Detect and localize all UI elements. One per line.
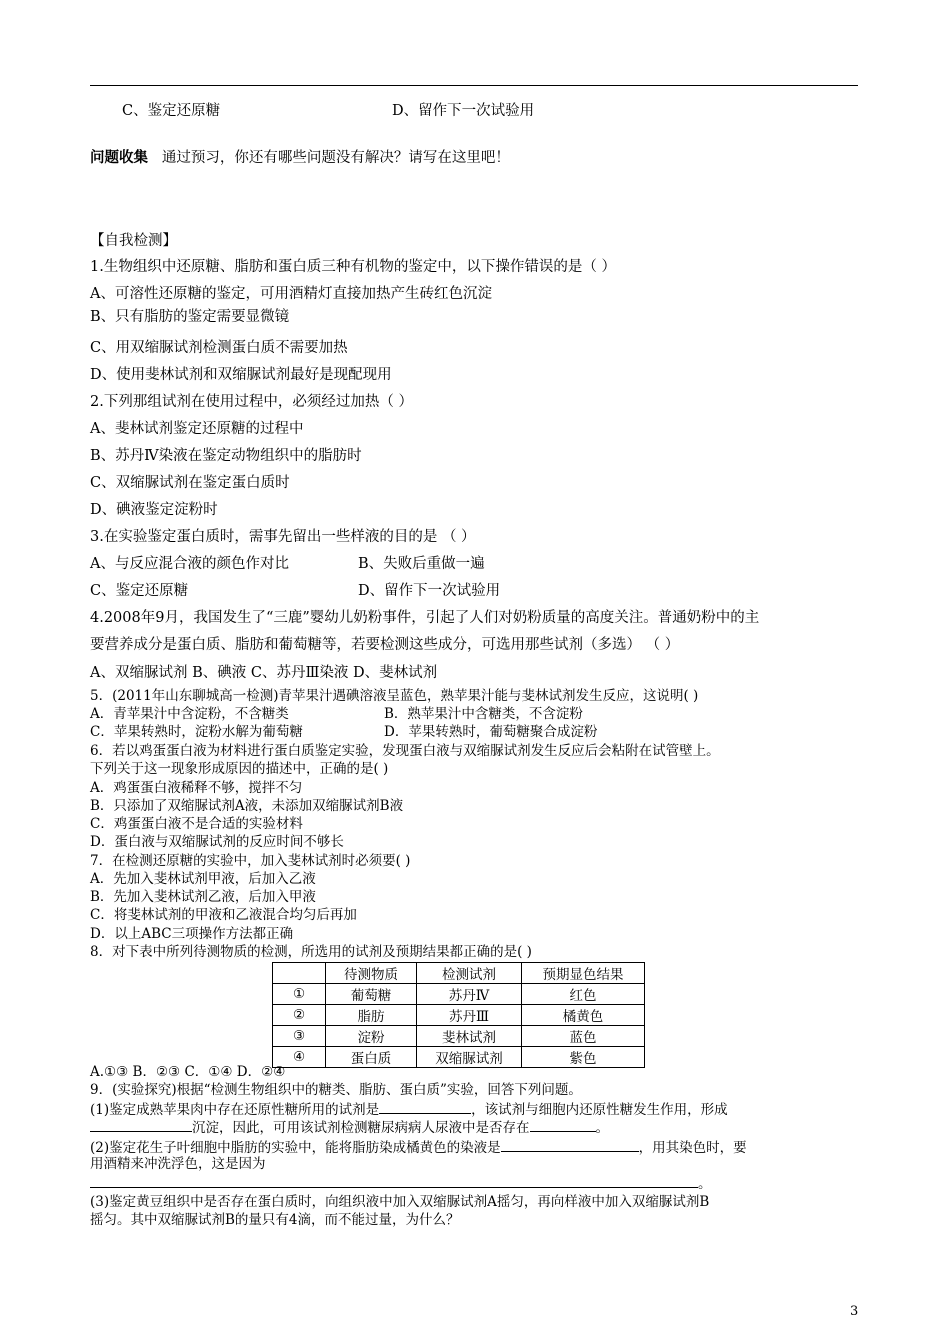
- q9-part2-line3: [90, 1174, 712, 1192]
- q2-option-b: B、苏丹Ⅳ染液在鉴定动物组织中的脂肪时: [90, 448, 362, 464]
- table-cell: 双缩脲试剂: [417, 1047, 522, 1068]
- q7-option-a: A．先加入斐林试剂甲液，后加入乙液: [90, 871, 316, 887]
- q1-option-d: D、使用斐林试剂和双缩脲试剂最好是现配现用: [90, 367, 392, 383]
- q6-stem-line2: 下列关于这一现象形成原因的描述中，正确的是( ): [90, 761, 389, 777]
- prev-option-c: C、鉴定还原糖: [122, 103, 221, 119]
- table-header-cell: [273, 963, 326, 984]
- q5-option-d: D．苹果转熟时，葡萄糖聚合成淀粉: [384, 724, 598, 740]
- q6-stem-line1: 6．若以鸡蛋蛋白液为材料进行蛋白质鉴定实验，发现蛋白液与双缩脲试剂发生反应后会粘附在试管壁上。: [90, 743, 720, 759]
- q9-part3-line1: (3)鉴定黄豆组织中是否存在蛋白质时，向组织液中加入双缩脲试剂A摇匀，再向样液中加入双缩脲试剂B: [90, 1194, 710, 1210]
- q2-option-c: C、双缩脲试剂在鉴定蛋白质时: [90, 475, 290, 491]
- q9-part1-text: 。: [595, 1120, 609, 1136]
- q8-table: [272, 962, 645, 1068]
- prev-option-d: D、留作下一次试验用: [392, 103, 535, 119]
- q5-option-b: B．熟苹果汁中含糖类，不含淀粉: [384, 706, 583, 722]
- q1-option-b: B、只有脂肪的鉴定需要显微镜: [90, 309, 290, 325]
- section-title: 【自我检测】: [90, 233, 177, 249]
- q9-part2-text: 。: [698, 1176, 712, 1192]
- q8-options: A.①③ B．②③ C．①④ D．②④: [90, 1064, 286, 1080]
- q4-stem-line2: 要营养成分是蛋白质、脂肪和葡萄糖等，若要检测这些成分，可选用那些试剂（多选） （ ）: [90, 637, 680, 653]
- q6-option-a: A．鸡蛋蛋白液稀释不够，搅拌不匀: [90, 780, 303, 796]
- table-cell: 苏丹Ⅳ: [417, 984, 522, 1005]
- q3-option-b: B、失败后重做一遍: [358, 556, 485, 572]
- table-cell: ②: [273, 1005, 326, 1026]
- q9-part1-text: (1)鉴定成熟苹果肉中存在还原性糖所用的试剂是: [90, 1102, 380, 1118]
- answer-blank[interactable]: [90, 1174, 698, 1188]
- q5-option-c: C．苹果转熟时，淀粉水解为葡萄糖: [90, 724, 303, 740]
- q9-part1-text: ，该试剂与细胞内还原性糖发生作用，形成: [471, 1102, 728, 1118]
- q5-stem: 5．(2011年山东聊城高一检测)青苹果汁遇碘溶液呈蓝色，熟苹果汁能与斐林试剂发生反应，这说明( ): [90, 688, 699, 704]
- answer-blank[interactable]: [530, 1118, 596, 1132]
- answer-blank[interactable]: [501, 1138, 639, 1152]
- q9-part2-text: ，用其染色时，要: [638, 1140, 747, 1156]
- q7-option-c: C．将斐林试剂的甲液和乙液混合均匀后再加: [90, 907, 357, 923]
- q6-option-b: B．只添加了双缩脲试剂A液，未添加双缩脲试剂B液: [90, 798, 404, 814]
- header-rule: [90, 85, 858, 86]
- table-row: [273, 1047, 645, 1068]
- table-cell: 脂肪: [326, 1005, 417, 1026]
- q9-part2-line2: 用酒精来冲洗浮色，这是因为: [90, 1156, 266, 1172]
- q6-option-d: D．蛋白液与双缩脲试剂的反应时间不够长: [90, 834, 344, 850]
- q9-part2-text: (2)鉴定花生子叶细胞中脂肪的实验中，能将脂肪染成橘黄色的染液是: [90, 1140, 501, 1156]
- table-row: [273, 984, 645, 1005]
- table-header-cell: 待测物质: [326, 963, 417, 984]
- table-cell: 蛋白质: [326, 1047, 417, 1068]
- q7-option-b: B．先加入斐林试剂乙液，后加入甲液: [90, 889, 316, 905]
- q1-option-a: A、可溶性还原糖的鉴定，可用酒精灯直接加热产生砖红色沉淀: [90, 286, 492, 302]
- q2-option-d: D、碘液鉴定淀粉时: [90, 502, 218, 518]
- q9-part1-text: 沉淀，因此，可用该试剂检测糖尿病病人尿液中是否存在: [192, 1120, 530, 1136]
- table-cell: 葡萄糖: [326, 984, 417, 1005]
- table-header-cell: 检测试剂: [417, 963, 522, 984]
- table-row: [273, 1005, 645, 1026]
- q1-stem: 1.生物组织中还原糖、脂肪和蛋白质三种有机物的鉴定中，以下操作错误的是（ ）: [90, 259, 616, 275]
- q7-stem: 7．在检测还原糖的实验中，加入斐林试剂时必须要( ): [90, 853, 411, 869]
- table-cell: 橘黄色: [522, 1005, 645, 1026]
- table-cell: 红色: [522, 984, 645, 1005]
- q3-stem: 3.在实验鉴定蛋白质时，需事先留出一些样液的目的是 （ ）: [90, 529, 476, 545]
- q3-option-d: D、留作下一次试验用: [358, 583, 501, 599]
- table-cell: ①: [273, 984, 326, 1005]
- table-cell: ③: [273, 1026, 326, 1047]
- question-collection-label: 问题收集: [90, 149, 148, 166]
- q4-stem-line1: 4.2008年9月，我国发生了“三鹿”婴幼儿奶粉事件，引起了人们对奶粉质量的高度关注。普通奶粉中的主: [90, 610, 760, 626]
- table-cell: 紫色: [522, 1047, 645, 1068]
- q9-part3-line2: 摇匀。其中双缩脲试剂B的量只有4滴，而不能过量，为什么？: [90, 1212, 460, 1228]
- q1-option-c: C、用双缩脲试剂检测蛋白质不需要加热: [90, 340, 348, 356]
- table-cell: 淀粉: [326, 1026, 417, 1047]
- table-cell: ④: [273, 1047, 326, 1068]
- q7-option-d: D．以上ABC三项操作方法都正确: [90, 926, 294, 942]
- q2-stem: 2.下列那组试剂在使用过程中，必须经过加热（ ）: [90, 394, 413, 410]
- q3-option-a: A、与反应混合液的颜色作对比: [90, 556, 289, 572]
- table-row: [273, 1026, 645, 1047]
- page-number: 3: [850, 1304, 859, 1319]
- table-header-row: [273, 963, 645, 984]
- q6-option-c: C．鸡蛋蛋白液不是合适的实验材料: [90, 816, 303, 832]
- question-collection-text: 通过预习，你还有哪些问题没有解决？请写在这里吧！: [161, 150, 510, 166]
- q9-part1-line1: [90, 1100, 728, 1118]
- q9-part2-line1: [90, 1138, 747, 1156]
- q2-option-a: A、斐林试剂鉴定还原糖的过程中: [90, 421, 304, 437]
- q9-part1-line2: [90, 1118, 609, 1136]
- table-cell: 斐林试剂: [417, 1026, 522, 1047]
- question-collection: [90, 149, 510, 167]
- q5-option-a: A．青苹果汁中含淀粉，不含糖类: [90, 706, 289, 722]
- q4-options: A、双缩脲试剂 B、碘液 C、苏丹Ⅲ染液 D、斐林试剂: [90, 665, 438, 681]
- answer-blank[interactable]: [90, 1118, 192, 1132]
- table-cell: 蓝色: [522, 1026, 645, 1047]
- table-header-cell: 预期显色结果: [522, 963, 645, 984]
- q3-option-c: C、鉴定还原糖: [90, 583, 189, 599]
- answer-blank[interactable]: [379, 1100, 471, 1114]
- q9-stem: 9．(实验探究)根据“检测生物组织中的糖类、脂肪、蛋白质”实验，回答下列问题。: [90, 1082, 582, 1098]
- table-cell: 苏丹Ⅲ: [417, 1005, 522, 1026]
- q8-stem: 8．对下表中所列待测物质的检测，所选用的试剂及预期结果都正确的是( ): [90, 944, 532, 960]
